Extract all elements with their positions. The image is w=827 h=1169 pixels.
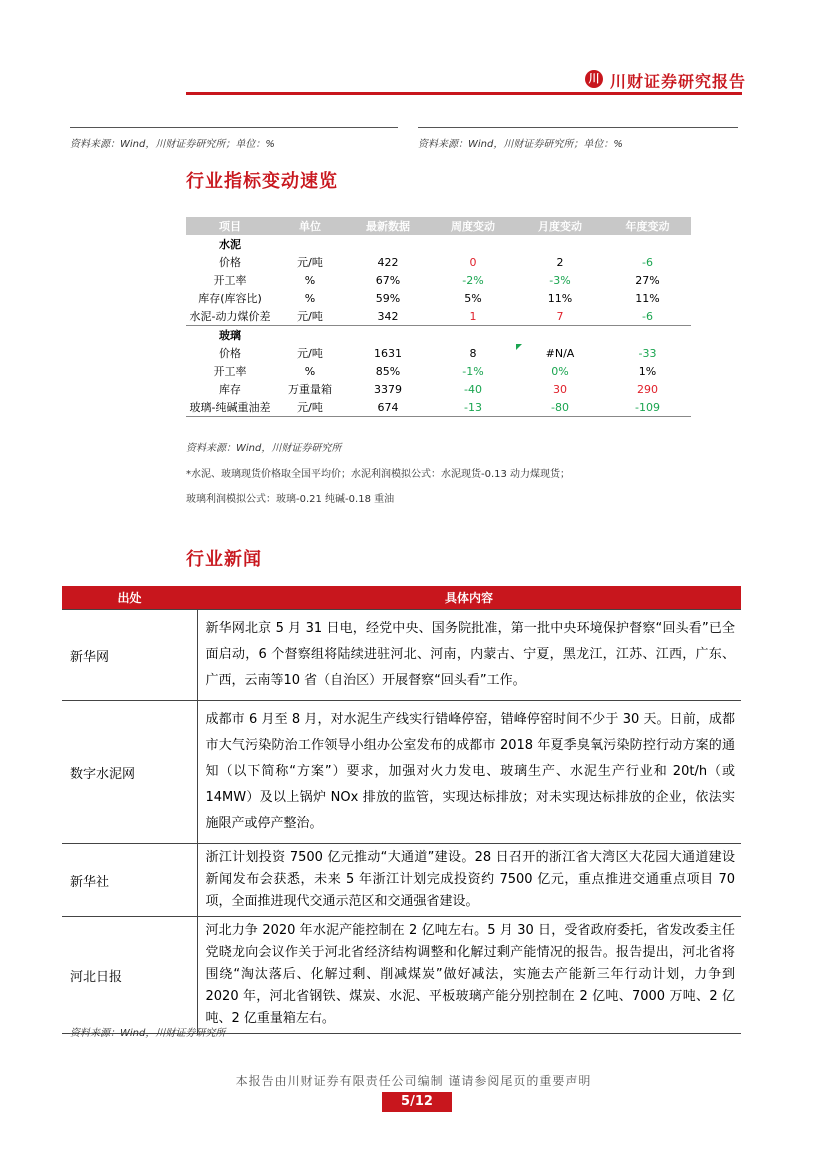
news-source: 新华网	[62, 610, 197, 701]
group-row-glass	[186, 326, 691, 345]
row-yearly: -109	[604, 398, 691, 417]
indicators-source: 资料来源：Wind，川财证券研究所	[186, 443, 342, 454]
table-row	[186, 253, 691, 271]
group-label: 水泥	[219, 238, 241, 251]
table-row	[186, 271, 691, 289]
row-unit: 元/吨	[297, 310, 323, 323]
news-source-note: 资料来源：Wind，川财证券研究所	[70, 1028, 226, 1039]
col-header-item: 项目	[186, 217, 274, 235]
row-latest: 85%	[375, 364, 401, 378]
group-label: 玻璃	[186, 326, 274, 345]
row-unit: %	[304, 364, 316, 378]
error-marker-icon	[516, 344, 522, 350]
row-unit: 元/吨	[274, 398, 346, 417]
row-weekly: -2%	[462, 273, 484, 287]
table-row	[186, 344, 691, 362]
col-header-yearly: 年度变动	[604, 217, 691, 235]
indicators-header-row	[186, 217, 691, 235]
row-weekly: -40	[464, 382, 482, 396]
row-monthly: -3%	[549, 273, 571, 287]
row-monthly: 2	[556, 255, 564, 269]
news-table	[62, 586, 741, 1034]
row-latest: 422	[377, 255, 399, 269]
indicators-note-2: 玻璃利润模拟公式：玻璃-0.21 纯碱-0.18 重油	[186, 494, 395, 505]
table-row	[62, 917, 741, 1034]
row-item: 价格	[219, 347, 241, 360]
left-chart-source: 资料来源：Wind，川财证券研究所；单位：%	[70, 139, 275, 150]
row-item: 库存(库容比)	[198, 292, 262, 305]
row-item: 水泥-动力煤价差	[189, 310, 271, 323]
table-row	[186, 398, 691, 417]
row-yearly: 290	[637, 382, 658, 396]
row-monthly-value: #N/A	[545, 346, 575, 360]
row-weekly: 0	[469, 255, 477, 269]
row-weekly: -1%	[462, 364, 484, 378]
row-latest: 3379	[374, 382, 402, 396]
row-latest: 59%	[375, 291, 401, 305]
row-latest: 342	[377, 309, 399, 323]
row-unit: %	[304, 273, 316, 287]
right-chart-bottom-rule	[418, 127, 738, 128]
row-yearly: -6	[642, 255, 653, 269]
news-source: 新华社	[62, 844, 197, 917]
row-monthly: 7	[556, 309, 564, 323]
row-unit: %	[304, 291, 316, 305]
news-col-source: 出处	[62, 586, 197, 610]
news-section-title: 行业新闻	[186, 549, 262, 570]
row-yearly: 1%	[638, 364, 657, 378]
row-monthly: 11%	[547, 291, 573, 305]
news-header-row	[62, 586, 741, 610]
table-row	[186, 307, 691, 326]
table-row	[62, 844, 741, 917]
row-weekly: 1	[469, 309, 477, 323]
table-row	[62, 610, 741, 701]
row-unit: 元/吨	[297, 256, 323, 269]
news-content: 成都市 6 月至 8 月，对水泥生产线实行错峰停窑，错峰停窑时间不少于 30 天。日前，成都市大气污染防治工作领导小组办公室发布的成都市 2018 年夏季臭氧污染防控行动方案的通知（以下简称“方案”）要求，加强对火力发电、玻璃生产、水泥生产行业和 20t/h（或 14MW）及以上锅炉 NOx 排放的监管，实现达标排放；对未实现达标排放的企业，依法实施限产或停产整治。	[197, 701, 741, 844]
row-unit: 元/吨	[297, 347, 323, 360]
right-chart-source: 资料来源：Wind，川财证券研究所；单位：%	[418, 139, 623, 150]
col-header-unit: 单位	[274, 217, 346, 235]
group-row-cement	[186, 235, 691, 253]
row-yearly: -6	[642, 309, 653, 323]
header-rule	[186, 92, 742, 95]
page-number: 5/12	[382, 1092, 452, 1112]
row-monthly: -80	[516, 398, 604, 417]
row-weekly: -13	[430, 398, 516, 417]
row-item: 玻璃-纯碱重油差	[186, 398, 274, 417]
news-content: 河北力争 2020 年水泥产能控制在 2 亿吨左右。5 月 30 日，受省政府委托，省发改委主任党晓龙向会议作关于河北省经济结构调整和化解过剩产能情况的报告。报告提出，河北省将围绕“淘汰落后、化解过剩、削减煤炭”做好减法，实施去产能新三年行动计划，力争到 2020 年，河北省钢铁、煤炭、水泥、平板玻璃产能分别控制在 2 亿吨、7000 万吨、2 亿吨、2 亿重量箱左右。	[197, 917, 741, 1034]
row-item: 开工率	[213, 365, 247, 378]
col-header-weekly: 周度变动	[430, 217, 516, 235]
news-content: 浙江计划投资 7500 亿元推动“大通道”建设。28 日召开的浙江省大湾区大花园大通道建设新闻发布会获悉，未来 5 年浙江计划完成投资约 7500 亿元，重点推进交通重点项目 70 项，全面推进现代交通示范区和交通强省建设。	[197, 844, 741, 917]
row-weekly: 8	[469, 346, 477, 360]
indicators-note-1: *水泥、玻璃现货价格取全国平均价；水泥利润模拟公式：水泥现货-0.13 动力煤现货；	[186, 469, 571, 480]
row-item: 开工率	[213, 274, 247, 287]
table-row	[186, 289, 691, 307]
row-latest: 674	[346, 398, 430, 417]
col-header-monthly: 月度变动	[516, 217, 604, 235]
row-yearly: -33	[638, 346, 657, 360]
row-yearly: 11%	[635, 291, 660, 305]
row-latest: 1631	[374, 346, 402, 360]
row-item: 库存	[219, 383, 241, 396]
row-latest: 67%	[375, 273, 401, 287]
brand-logo-icon: 川	[585, 70, 603, 88]
news-source: 数字水泥网	[62, 701, 197, 844]
footer-disclaimer: 本报告由川财证券有限责任公司编制 谨请参阅尾页的重要声明	[235, 1074, 592, 1088]
news-content: 新华网北京 5 月 31 日电，经党中央、国务院批准，第一批中央环境保护督察“回头看”已全面启动，6 个督察组将陆续进驻河北、河南，内蒙古、宁夏，黑龙江，江苏、江西，广东、广西，云南等10 省（自治区）开展督察“回头看”工作。	[197, 610, 741, 701]
row-unit: 万重量箱	[288, 383, 332, 396]
row-item: 价格	[219, 256, 241, 269]
table-row	[186, 362, 691, 380]
row-monthly: 0%	[551, 364, 569, 378]
table-row	[186, 380, 691, 398]
row-monthly	[516, 344, 604, 362]
left-chart-bottom-rule	[70, 127, 398, 128]
row-weekly: 5%	[464, 291, 482, 305]
indicators-section-title: 行业指标变动速览	[186, 171, 338, 192]
news-col-content: 具体内容	[197, 586, 741, 610]
indicators-table	[186, 217, 691, 417]
row-yearly: 27%	[635, 273, 660, 287]
report-header-title: 川财证券研究报告	[610, 72, 747, 91]
row-monthly: 30	[553, 382, 567, 396]
col-header-latest: 最新数据	[346, 217, 430, 235]
news-source: 河北日报	[62, 917, 197, 1034]
table-row	[62, 701, 741, 844]
